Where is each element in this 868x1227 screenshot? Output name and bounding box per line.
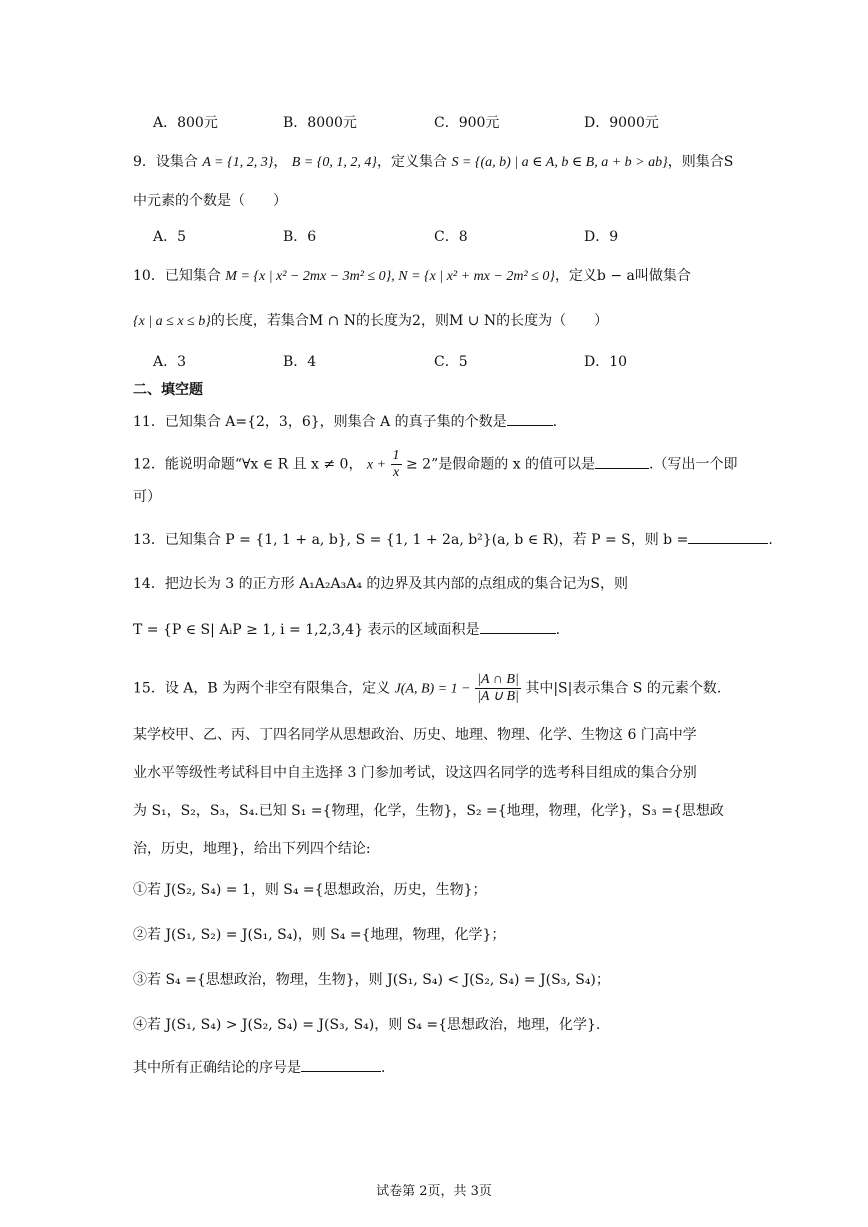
q8-option-b: B．8000元 bbox=[283, 115, 357, 131]
q13-answer-blank[interactable] bbox=[688, 529, 768, 544]
q15-def-left: J(A, B) = 1 − bbox=[394, 681, 471, 697]
q10-interval: {x | a ≤ x ≤ b} bbox=[133, 314, 211, 329]
q9-line1: 9．设集合 A = {1, 2, 3}， B = {0, 1, 2, 4}，定义集合 S = {(a, b) | a ∈ A, b ∈ B, a + b > ab}，则集合S bbox=[133, 154, 734, 170]
q13-text: 13．已知集合 P = {1, 1 + a, b}, S = {1, 1 + 2a, b²}(a, b ∈ R)，若 P = S，则 b = bbox=[133, 532, 689, 548]
q11-text: 11．已知集合 A={2，3，6}，则集合 A 的真子集的个数是 bbox=[133, 414, 507, 430]
section-heading: 二、填空题 bbox=[133, 382, 203, 398]
q15-fraction bbox=[475, 672, 521, 705]
q15-conclusion-4: ④若 J(S₁, S₄) > J(S₂, S₄) = J(S₃, S₄)，则 S₄ ={思想政治，地理，化学}. bbox=[133, 1017, 601, 1033]
q13-line: 13．已知集合 P = {1, 1 + a, b}, S = {1, 1 + 2a, b²}(a, b ∈ R)，若 P = S，则 b = . bbox=[133, 529, 773, 550]
q10-option-d: D．10 bbox=[584, 354, 628, 370]
q15-conclusion-2: ②若 J(S₁, S₂) = J(S₁, S₄)，则 S₄ ={地理，物理，化学}； bbox=[133, 927, 506, 943]
q9-option-c: C．8 bbox=[434, 229, 468, 245]
q9-option-a: A．5 bbox=[153, 229, 187, 245]
q14-answer-blank[interactable] bbox=[480, 619, 556, 634]
q15-intro: 15．设 A，B 为两个非空有限集合，定义 bbox=[133, 680, 391, 697]
q9-intro: 9．设集合 bbox=[133, 154, 198, 170]
q15-conclusion-3: ③若 S₄ ={思想政治，物理，生物}，则 J(S₁, S₄) < J(S₂, S₄) = J(S₃, S₄)； bbox=[133, 972, 610, 988]
q14-text: T = {P ∈ S| AᵢP ≥ 1, i = 1,2,3,4} 表示的区域面积是 bbox=[133, 622, 480, 638]
q10-intro: 10．已知集合 bbox=[133, 268, 221, 284]
q15-line5: 治，历史，地理}，给出下列四个结论: bbox=[133, 841, 371, 857]
q14-line1: 14．把边长为 3 的正方形 A₁A₂A₃A₄ 的边界及其内部的点组成的集合记为S，则 bbox=[133, 576, 629, 592]
q10-option-b: B．4 bbox=[283, 354, 317, 370]
q8-option-d: D．9000元 bbox=[584, 115, 659, 131]
q10-line1 bbox=[133, 266, 691, 287]
q12-line2: 可） bbox=[133, 489, 161, 505]
q12-part-a: 12．能说明命题“∀x ∈ R 且 x ≠ 0， bbox=[133, 456, 363, 473]
q12-frac-den: x bbox=[392, 465, 400, 480]
q15-conclusion-1: ①若 J(S₂, S₄) = 1，则 S₄ ={思想政治，历史，生物}； bbox=[133, 882, 487, 898]
q12-answer-blank[interactable] bbox=[595, 454, 649, 469]
q11-answer-blank[interactable] bbox=[507, 411, 553, 426]
q12-fraction bbox=[391, 448, 402, 481]
q15-line2: 某学校甲、乙、丙、丁四名同学从思想政治、历史、地理、物理、化学、生物这 6 门高中学 bbox=[133, 727, 697, 743]
q10-option-c: C．5 bbox=[434, 354, 468, 370]
q12-part-b: ≥ 2”是假命题的 x 的值可以是 bbox=[406, 456, 596, 473]
q10-line2 bbox=[133, 311, 608, 332]
q15-intro-tail: 其中|S|表示集合 S 的元素个数. bbox=[525, 680, 722, 697]
q15-line3: 业水平等级性考试科目中自主选择 3 门参加考试，设这四名同学的选考科目组成的集合分别 bbox=[133, 765, 697, 781]
q10-tail: ，定义b − a叫做集合 bbox=[554, 268, 691, 284]
q10-sets: M = {x | x² − 2mx − 3m² ≤ 0}, N = {x | x² + mx − 2m² ≤ 0} bbox=[225, 269, 555, 284]
q15-last-line: 其中所有正确结论的序号是 . bbox=[133, 1057, 385, 1078]
q12-frac-num: 1 bbox=[392, 448, 400, 463]
q15-last-text: 其中所有正确结论的序号是 bbox=[133, 1060, 301, 1076]
q15-frac-den: |A ∪ B| bbox=[477, 689, 519, 704]
q12-line1: 12．能说明命题“∀x ∈ R 且 x ≠ 0， x + $\frac{1}{x}$ ≥ 2”是假命题的 x 的值可以是 .（写出一个即 bbox=[133, 448, 738, 480]
q15-answer-blank[interactable] bbox=[301, 1057, 381, 1072]
q10-option-a: A．3 bbox=[153, 354, 187, 370]
q9-set-a: A = {1, 2, 3} bbox=[202, 155, 274, 170]
q15-line4: 为 S₁，S₂，S₃，S₄.已知 S₁ ={物理，化学，生物}，S₂ ={地理，物理，化学}，S₃ ={思想政 bbox=[133, 803, 724, 819]
q9-option-b: B．6 bbox=[283, 229, 317, 245]
q9-tail: ，则集合S bbox=[667, 154, 734, 170]
q12-part-c: .（写出一个即 bbox=[649, 456, 738, 473]
q10-question: 的长度，若集合M ∩ N的长度为2，则M ∪ N的长度为（ ） bbox=[210, 313, 609, 329]
q11-line: 11．已知集合 A={2，3，6}，则集合 A 的真子集的个数是 . bbox=[133, 411, 557, 432]
q9-set-b: B = {0, 1, 2, 4} bbox=[291, 155, 377, 170]
q8-option-c: C．900元 bbox=[434, 115, 500, 131]
q15-frac-num: |A ∩ B| bbox=[475, 672, 521, 689]
q9-option-d: D．9 bbox=[584, 229, 619, 245]
q8-option-a: A．800元 bbox=[153, 115, 218, 131]
q9-mid: ，定义集合 bbox=[376, 154, 447, 170]
q9-set-s: S = {(a, b) | a ∈ A, b ∈ B, a + b > ab} bbox=[451, 155, 668, 170]
page-footer: 试卷第 2页，共 3页 bbox=[376, 1184, 492, 1199]
q9-line2: 中元素的个数是（ ） bbox=[133, 193, 287, 209]
q15-line1 bbox=[133, 672, 721, 705]
q14-line2: T = {P ∈ S| AᵢP ≥ 1, i = 1,2,3,4} 表示的区域面积是 . bbox=[133, 619, 560, 640]
